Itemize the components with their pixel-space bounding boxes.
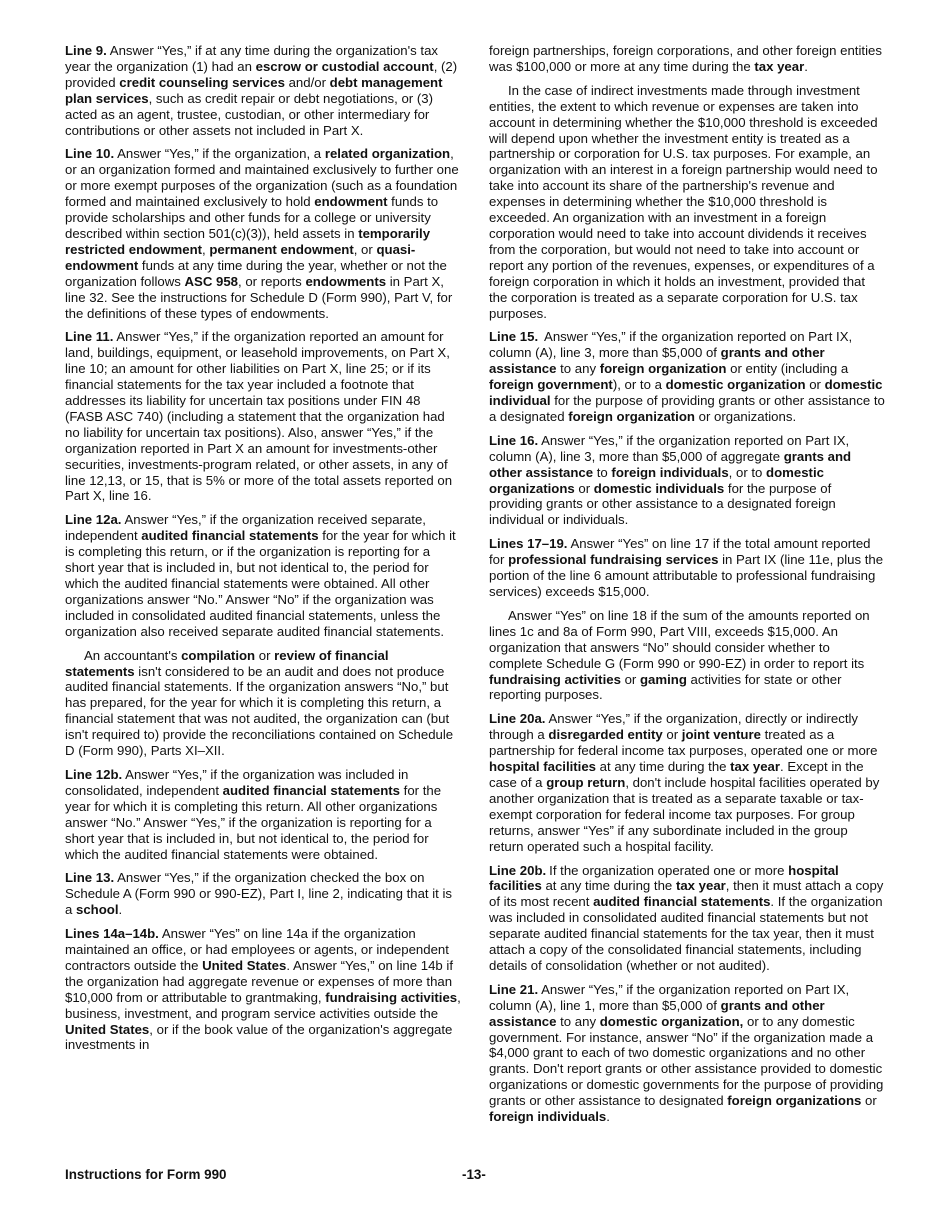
bold-term: group return [546,774,626,790]
text-run: . [804,58,808,74]
text-run: , such as credit repair or debt negotiations, or (3) acted as an agent, trustee, custodian, or other intermediary for contributions or other assets not included in Part X. [65,90,433,138]
text-run: isn't considered to be an audit and does not produce audited financial statements. If the organization answers “No,” but has prepared, for the year for which it is completing this return, a financial statement that was not audited, the organization can (but isn't required to) provide the reconciliations contained on Schedule D (Form 990), Parts XI–XII. [65,663,454,759]
text-run: foreign partnerships, foreign corporations, and other foreign entities was $100,000 or more at any time during the [489,43,882,74]
text-run: or [662,727,682,743]
text-run: funds to provide scholarships and other funds for a college or university described within section 501(c)(3)), held assets in [65,194,439,241]
text-run: to any [556,361,600,377]
text-run: Answer “Yes,” if the organization checked the box on Schedule A (Form 990 or 990-EZ), Part I, line 2, indicating that it is a [65,870,453,918]
bold-term: gaming [639,671,687,687]
text-run: , [202,241,210,257]
bold-term: quasi-endowment [65,241,416,273]
text-run: or [805,377,825,393]
text-run: ), or to a [612,377,666,393]
bold-term: foreign organizations [727,1093,862,1109]
paragraph [489,711,885,854]
line-label: Lines 17–19. [489,536,568,552]
text-run: , (2) provided [65,58,458,90]
bold-term: grants and other assistance [489,345,825,377]
bold-term: credit counseling services [119,74,285,90]
bold-term: foreign individuals [489,1109,607,1125]
text-run: . [118,902,123,918]
text-run: funds at any time during the year, whether or not the organization follows [65,257,447,289]
text-run: activities for state or other reporting purposes. [489,671,842,703]
line-label: Line 11. [65,329,114,345]
paragraph [489,433,885,528]
line-label: Lines 14a–14b. [65,926,159,942]
text-run: to any [556,1013,600,1029]
bold-term: tax year [730,759,781,775]
bold-term: permanent endowment [209,241,354,257]
bold-term: United States [202,957,287,973]
text-run: Answer “Yes,” if the organization was included in consolidated, independent [65,766,409,798]
bold-term: foreign government [489,377,613,393]
line-label: Line 13. [65,870,115,886]
bold-term: compilation [181,647,256,663]
text-run: or [620,671,640,687]
text-run: Answer “Yes” on line 17 if the total amount reported for [489,536,871,568]
text-run: for the purpose of providing grants or other assistance to a designated [489,393,885,424]
bold-term: escrow or custodial account [255,58,434,74]
bold-term: audited financial statements [222,782,400,798]
text-run: treated as a partnership for federal income tax purposes, operated one or more [489,727,878,759]
footer-page-number: -13- [462,1167,486,1182]
text-run: In the case of indirect investments made through investment entities, the extent to which revenue or expenses are taken into account in determining whether the $10,000 threshold is exceeded will depend upon whether the investment entity is treated as a partnership or corporation for U.S. tax purposes. For example, an organization with an interest in a foreign partnership would need to take into account its share of the partnership's revenue and expenses in determining whether the $10,000 threshold is exceeded. An organization with an investment in a foreign corporation would need to take into account dividends it receives from the corporation, but would not need to take into account or report any portion of the revenues, expenses, or expenditures of a foreign corporation in which it holds an investment, provided that the corporation is treated as a separate corporation for U.S. tax purposes. [489,82,878,321]
text-run: , don't include hospital facilities operated by another organization that is treated as a separate taxable or tax-exempt corporation for federal income tax purposes. For group returns, answer “Yes” if any subordinate included in the group return operated such a hospital facility. [489,774,880,854]
text-run: . [606,1109,610,1125]
paragraph [65,767,461,862]
bold-term: review of financial statements [65,647,389,679]
line-label: Line 21. [489,981,539,997]
paragraph [489,982,885,1125]
text-run: , or reports [238,273,306,289]
text-run: Answer “Yes,” if the organization reported on Part IX, column (A), line 3, more than $5,000 of aggregate [489,432,850,464]
bold-term: endowment [314,194,388,210]
line-label: Line 15. [489,329,539,345]
line-label: Line 12a. [65,512,122,528]
paragraph [489,329,885,424]
text-run: An accountant's [84,647,182,663]
text-run: , then it must attach a copy of its most recent [489,878,884,910]
bold-term: domestic individuals [593,480,725,496]
paragraph [65,43,461,138]
text-run: . Answer “Yes,” on line 14b if the organization had aggregate revenue or expenses of more than $10,000 from or attributable to grantmaking, [65,957,454,1005]
paragraph [489,83,885,322]
bold-term: disregarded entity [548,727,663,743]
bold-term: tax year [675,878,726,894]
text-run: or [255,647,275,663]
left-column [65,43,461,1061]
bold-term: debt management plan services [65,74,443,106]
text-run: , or an organization formed and maintained exclusively to further one or more exempt purposes of the organization (such as a foundation formed and maintained exclusively to hold [65,146,459,210]
text-run: Answer “Yes,” if at any time during the organization's tax year the organization (1) had an [65,43,438,74]
footer-form-title: Instructions for Form 990 [65,1167,227,1182]
bold-term: hospital facilities [489,759,596,775]
text-run: Answer “Yes” on line 14a if the organization maintained an office, or had employees or agents, or independent contractors outside the [65,926,449,973]
paragraph [489,43,885,75]
text-run: . Except in the case of a [489,759,864,790]
paragraph [65,146,461,321]
text-run: . If the organization was included in consolidated audited financial statements but not separate audited financial statements for the tax year, then it must attach a copy of the consolidated financial statements, including details of consolidation (whether or not audited). [489,894,883,973]
bold-term: foreign individuals [611,464,729,480]
paragraph [65,648,461,759]
line-label: Line 16. [489,432,539,448]
bold-term: domestic organizations [489,464,824,496]
text-run: or [574,480,594,496]
text-run: , business, investment, and program service activities outside the [65,989,461,1021]
text-run: or [861,1093,877,1109]
bold-term: United States [65,1021,150,1037]
text-run: and/or [284,74,330,90]
bold-term: hospital facilities [489,862,839,894]
text-run: or entity (including a [726,361,849,377]
text-run: in Part X, line 32. See the instructions for Schedule D (Form 990), Part V, for the definitions of these types of endowments. [65,273,453,321]
text-run: for the year for which it is completing this return. All other organizations answer “No.” Answer “Yes,” if the organization is reporting for a short year that is included in, but not identical to, the period for which the audited financial statements were obtained. [65,782,442,862]
line-label: Line 9. [65,43,107,58]
text-run: Answer “Yes,” if the organization, a [117,146,325,162]
bold-term: related organization [324,146,451,162]
paragraph [489,608,885,703]
text-run: at any time during the [541,878,676,894]
line-label: Line 20a. [489,711,546,727]
text-run: Answer “Yes,” if the organization, directly or indirectly through a [489,711,859,743]
bold-term: temporarily restricted endowment [65,225,431,257]
text-run: Answer “Yes,” if the organization reported on Part IX, column (A), line 1, more than $5,000 of [489,981,850,1013]
bold-term: fundraising activities [489,671,621,687]
text-run: for the year for which it is completing this return, or if the organization is reporting for a short year that is included in, but not identical to, the period for which the audited financial statements were obtained. All other organizations answer “No.” Answer “No” if the organization was included in consolidated audited financial statements, unless the organization also received separate audited financial statements. [65,528,456,639]
bold-term: joint venture [681,727,761,743]
paragraph [489,536,885,600]
text-run: , or [353,241,377,257]
text-run: or organizations. [694,408,797,424]
bold-term: tax year [754,58,805,74]
text-run: for the purpose of providing grants or other assistance to a designated foreign individual or individuals. [489,480,836,528]
bold-term: domestic individual [489,377,883,409]
paragraph [489,863,885,974]
text-run: Answer “Yes,” if the organization received separate, independent [65,512,426,544]
paragraph [65,329,461,504]
paragraph [65,512,461,639]
line-label: Line 12b. [65,766,123,782]
bold-term: fundraising activities [325,989,458,1005]
text-run: Answer “Yes” on line 18 if the sum of the amounts reported on lines 1c and 8a of Form 990, Part VIII, exceeds $15,000. An organization that answers “No” should consider whether to complete Schedule G (Form 990 or 990-EZ) in order to report its [489,607,870,671]
right-column [489,43,885,1133]
paragraph [65,870,461,918]
bold-term: grants and other assistance [489,448,852,480]
bold-term: endowments [305,273,387,289]
paragraph [65,926,461,1053]
line-label: Line 20b. [489,862,547,878]
bold-term: audited financial statements [141,528,319,544]
text-run: , or if the book value of the organization's aggregate investments in [65,1021,453,1053]
bold-term: domestic organization, [599,1013,744,1029]
bold-term: school [76,902,119,918]
text-run: at any time during the [596,759,731,775]
text-run: If the organization operated one or more [549,862,789,878]
text-run: in Part IX (line 11e, plus the portion of the line 6 amount attributable to professional fundraising services) exceeds $15,000. [489,552,884,599]
line-label: Line 10. [65,146,115,162]
bold-term: grants and other assistance [489,997,825,1029]
text-run: to [593,464,612,480]
bold-term: audited financial statements [593,894,771,910]
bold-term: foreign organization [599,361,727,377]
text-run: or to any domestic government. For instance, answer “No” if the organization made a $4,000 grant to each of two domestic organizations and no other grants. Don't report grants or other assistance provided to domestic organizations or domestic governments for the purpose of providing grants or other assistance to designated [489,1013,884,1109]
text-run: Answer “Yes,” if the organization reported on Part IX, column (A), line 3, more than $5,000 of [489,329,853,361]
text-run: , or to [728,464,767,480]
text-run: Answer “Yes,” if the organization reported an amount for land, buildings, equipment, or leasehold improvements, on Part X, line 10; an amount for other liabilities on Part X, line 25; or if its financial statements for the tax year included a footnote that addresses its liability for uncertain tax positions under FIN 48 (FASB ASC 740) (including a statement that the organization had no liability for uncertain tax positions). Also, answer “Yes,” if the organization reported in Part X an amount for investments-other securities, investments-program related, or other assets, in any of line 12,13, or 15, that is 5% or more of the total assets reported on Part X, line 16. [65,329,453,504]
bold-term: domestic organization [665,377,806,393]
bold-term: foreign organization [568,408,695,424]
bold-term: ASC 958 [184,273,239,289]
bold-term: professional fundraising services [508,552,719,568]
